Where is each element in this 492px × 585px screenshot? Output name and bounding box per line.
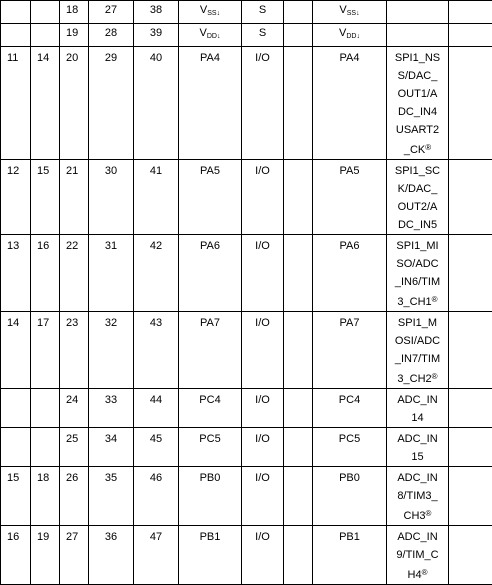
alternate-function-cell bbox=[387, 235, 449, 312]
cell-c1: 13 bbox=[1, 235, 31, 312]
extra-cell bbox=[449, 312, 492, 389]
alternate-function-cell bbox=[387, 526, 449, 585]
footnote-mark: ® bbox=[425, 143, 431, 152]
alt-line: USART2 bbox=[387, 121, 448, 139]
cell-c3: 20 bbox=[60, 47, 89, 160]
cell-c1: 11 bbox=[1, 47, 31, 160]
table-row bbox=[1, 1, 492, 24]
alt-line: DC_IN4 bbox=[387, 103, 448, 121]
cell-c1 bbox=[1, 428, 31, 467]
cell-c5: 39 bbox=[134, 24, 179, 47]
cell-c5: 46 bbox=[134, 467, 179, 526]
main-function-cell: PA5 bbox=[313, 160, 387, 235]
alt-line: OUT2/A bbox=[387, 198, 448, 216]
main-function-sub: DD bbox=[346, 33, 356, 40]
cell-c1 bbox=[1, 1, 31, 24]
alt-line: SPI1_M bbox=[387, 314, 448, 332]
table-row bbox=[1, 47, 492, 160]
io-level-cell bbox=[284, 160, 313, 235]
extra-cell bbox=[449, 389, 492, 428]
extra-cell bbox=[449, 235, 492, 312]
alt-line: SPI1_SC bbox=[387, 162, 448, 180]
pin-name-cell bbox=[179, 1, 242, 24]
type-cell: S bbox=[242, 24, 284, 47]
cell-c4: 31 bbox=[89, 235, 134, 312]
alt-line: 8/TIM3_ bbox=[387, 487, 448, 505]
cell-c2 bbox=[31, 389, 60, 428]
cell-c4: 29 bbox=[89, 47, 134, 160]
alt-line-text: H4 bbox=[408, 569, 422, 581]
cell-c5: 42 bbox=[134, 235, 179, 312]
table-row bbox=[1, 312, 492, 389]
type-cell: I/O bbox=[242, 467, 284, 526]
main-function-cell bbox=[313, 24, 387, 47]
main-function-cell: PC5 bbox=[313, 428, 387, 467]
cell-c4: 33 bbox=[89, 389, 134, 428]
extra-cell bbox=[449, 24, 492, 47]
type-cell: I/O bbox=[242, 47, 284, 160]
type-cell: I/O bbox=[242, 312, 284, 389]
main-function-sub: SS bbox=[347, 10, 356, 17]
cell-c3: 27 bbox=[60, 526, 89, 585]
main-function-base: V bbox=[339, 4, 346, 16]
cell-c3: 22 bbox=[60, 235, 89, 312]
cell-c3: 23 bbox=[60, 312, 89, 389]
alternate-function-cell bbox=[387, 47, 449, 160]
cell-c5: 41 bbox=[134, 160, 179, 235]
cell-c3: 18 bbox=[60, 1, 89, 24]
table-row bbox=[1, 160, 492, 235]
io-level-cell bbox=[284, 47, 313, 160]
io-level-cell bbox=[284, 467, 313, 526]
cell-c5: 38 bbox=[134, 1, 179, 24]
cell-c2: 14 bbox=[31, 47, 60, 160]
main-function-cell: PA7 bbox=[313, 312, 387, 389]
pin-name-cell: PC4 bbox=[179, 389, 242, 428]
extra-cell bbox=[449, 526, 492, 585]
main-function-cell: PB0 bbox=[313, 467, 387, 526]
pin-name-cell: PB1 bbox=[179, 526, 242, 585]
cell-c5: 44 bbox=[134, 389, 179, 428]
alt-line: ADC_IN bbox=[387, 528, 448, 546]
cell-c4: 35 bbox=[89, 467, 134, 526]
pin-name-cell: PB0 bbox=[179, 467, 242, 526]
cell-c1 bbox=[1, 24, 31, 47]
alt-line: ADC_IN bbox=[387, 391, 448, 409]
alt-line: OSI/ADC bbox=[387, 332, 448, 350]
io-level-cell bbox=[284, 24, 313, 47]
cell-c2: 16 bbox=[31, 235, 60, 312]
cell-c4: 36 bbox=[89, 526, 134, 585]
extra-cell bbox=[449, 428, 492, 467]
cell-c1 bbox=[1, 389, 31, 428]
pin-name-base: V bbox=[200, 27, 207, 39]
cell-c5: 43 bbox=[134, 312, 179, 389]
type-cell: I/O bbox=[242, 526, 284, 585]
cell-c5: 47 bbox=[134, 526, 179, 585]
alt-line: 15 bbox=[387, 448, 448, 466]
cell-c2 bbox=[31, 24, 60, 47]
main-function-cell: PA6 bbox=[313, 235, 387, 312]
alt-line-text: 3_CH1 bbox=[397, 296, 431, 308]
pin-name-arrow: ↓ bbox=[217, 10, 221, 17]
alt-line: K/DAC_ bbox=[387, 180, 448, 198]
extra-cell bbox=[449, 47, 492, 160]
table-row bbox=[1, 428, 492, 467]
cell-c2 bbox=[31, 428, 60, 467]
cell-c1: 12 bbox=[1, 160, 31, 235]
io-level-cell bbox=[284, 1, 313, 24]
cell-c4: 30 bbox=[89, 160, 134, 235]
cell-c2: 15 bbox=[31, 160, 60, 235]
io-level-cell bbox=[284, 235, 313, 312]
pin-name-arrow: ↓ bbox=[217, 33, 221, 40]
cell-c2 bbox=[31, 1, 60, 24]
main-function-cell: PC4 bbox=[313, 389, 387, 428]
alt-line-text: CH3 bbox=[404, 510, 426, 522]
alt-line-last bbox=[387, 139, 448, 159]
type-cell: I/O bbox=[242, 428, 284, 467]
cell-c1: 14 bbox=[1, 312, 31, 389]
cell-c2: 19 bbox=[31, 526, 60, 585]
alt-line-text: 3_CH2 bbox=[397, 373, 431, 385]
alt-line: DC_IN5 bbox=[387, 216, 448, 234]
pin-name-cell: PC5 bbox=[179, 428, 242, 467]
alt-line: _IN7/TIM bbox=[387, 350, 448, 368]
cell-c2: 17 bbox=[31, 312, 60, 389]
io-level-cell bbox=[284, 312, 313, 389]
cell-c1: 15 bbox=[1, 467, 31, 526]
extra-cell bbox=[449, 467, 492, 526]
type-cell: S bbox=[242, 1, 284, 24]
main-function-arrow: ↓ bbox=[356, 33, 360, 40]
main-function-arrow: ↓ bbox=[356, 10, 360, 17]
alt-line: SO/ADC bbox=[387, 255, 448, 273]
alternate-function-cell bbox=[387, 160, 449, 235]
table-row bbox=[1, 526, 492, 585]
alternate-function-cell bbox=[387, 389, 449, 428]
alternate-function-cell bbox=[387, 1, 449, 24]
pin-name-sub: SS bbox=[207, 10, 216, 17]
alt-line-last bbox=[387, 291, 448, 311]
extra-cell bbox=[449, 1, 492, 24]
footnote-mark: ® bbox=[432, 372, 438, 381]
cell-c4: 32 bbox=[89, 312, 134, 389]
alt-line-text: _CK bbox=[404, 144, 425, 156]
cell-c5: 45 bbox=[134, 428, 179, 467]
cell-c3: 19 bbox=[60, 24, 89, 47]
cell-c3: 25 bbox=[60, 428, 89, 467]
cell-c3: 26 bbox=[60, 467, 89, 526]
cell-c4: 28 bbox=[89, 24, 134, 47]
footnote-mark: ® bbox=[426, 509, 432, 518]
type-cell: I/O bbox=[242, 235, 284, 312]
main-function-cell bbox=[313, 1, 387, 24]
cell-c5: 40 bbox=[134, 47, 179, 160]
cell-c4: 34 bbox=[89, 428, 134, 467]
main-function-base: V bbox=[339, 27, 346, 39]
pin-name-cell bbox=[179, 24, 242, 47]
io-level-cell bbox=[284, 526, 313, 585]
pin-name-cell: PA5 bbox=[179, 160, 242, 235]
alt-line: S/DAC_ bbox=[387, 67, 448, 85]
alt-line: 14 bbox=[387, 409, 448, 427]
alt-line: SPI1_NS bbox=[387, 49, 448, 67]
main-function-cell: PA4 bbox=[313, 47, 387, 160]
cell-c1: 16 bbox=[1, 526, 31, 585]
type-cell: I/O bbox=[242, 389, 284, 428]
alt-line: ADC_IN bbox=[387, 430, 448, 448]
table-row bbox=[1, 389, 492, 428]
type-cell: I/O bbox=[242, 160, 284, 235]
io-level-cell bbox=[284, 389, 313, 428]
alternate-function-cell bbox=[387, 312, 449, 389]
footnote-mark: ® bbox=[422, 568, 428, 577]
cell-c2: 18 bbox=[31, 467, 60, 526]
table-row bbox=[1, 467, 492, 526]
alt-line: SPI1_MI bbox=[387, 237, 448, 255]
pin-name-cell: PA7 bbox=[179, 312, 242, 389]
cell-c3: 21 bbox=[60, 160, 89, 235]
alt-line-last bbox=[387, 564, 448, 584]
alternate-function-cell bbox=[387, 428, 449, 467]
pin-name-sub: DD bbox=[207, 33, 217, 40]
alternate-function-cell bbox=[387, 24, 449, 47]
pin-name-base: V bbox=[200, 4, 207, 16]
footnote-mark: ® bbox=[432, 295, 438, 304]
main-function-cell: PB1 bbox=[313, 526, 387, 585]
alt-line-last bbox=[387, 505, 448, 525]
io-level-cell bbox=[284, 428, 313, 467]
pin-name-cell: PA4 bbox=[179, 47, 242, 160]
cell-c3: 24 bbox=[60, 389, 89, 428]
alt-line: OUT1/A bbox=[387, 85, 448, 103]
alt-line: _IN6/TIM bbox=[387, 273, 448, 291]
alternate-function-cell bbox=[387, 467, 449, 526]
alt-line: ADC_IN bbox=[387, 469, 448, 487]
table-row bbox=[1, 235, 492, 312]
table-row bbox=[1, 24, 492, 47]
alt-line-last bbox=[387, 368, 448, 388]
extra-cell bbox=[449, 160, 492, 235]
pin-name-cell: PA6 bbox=[179, 235, 242, 312]
cell-c4: 27 bbox=[89, 1, 134, 24]
alt-line: 9/TIM_C bbox=[387, 546, 448, 564]
